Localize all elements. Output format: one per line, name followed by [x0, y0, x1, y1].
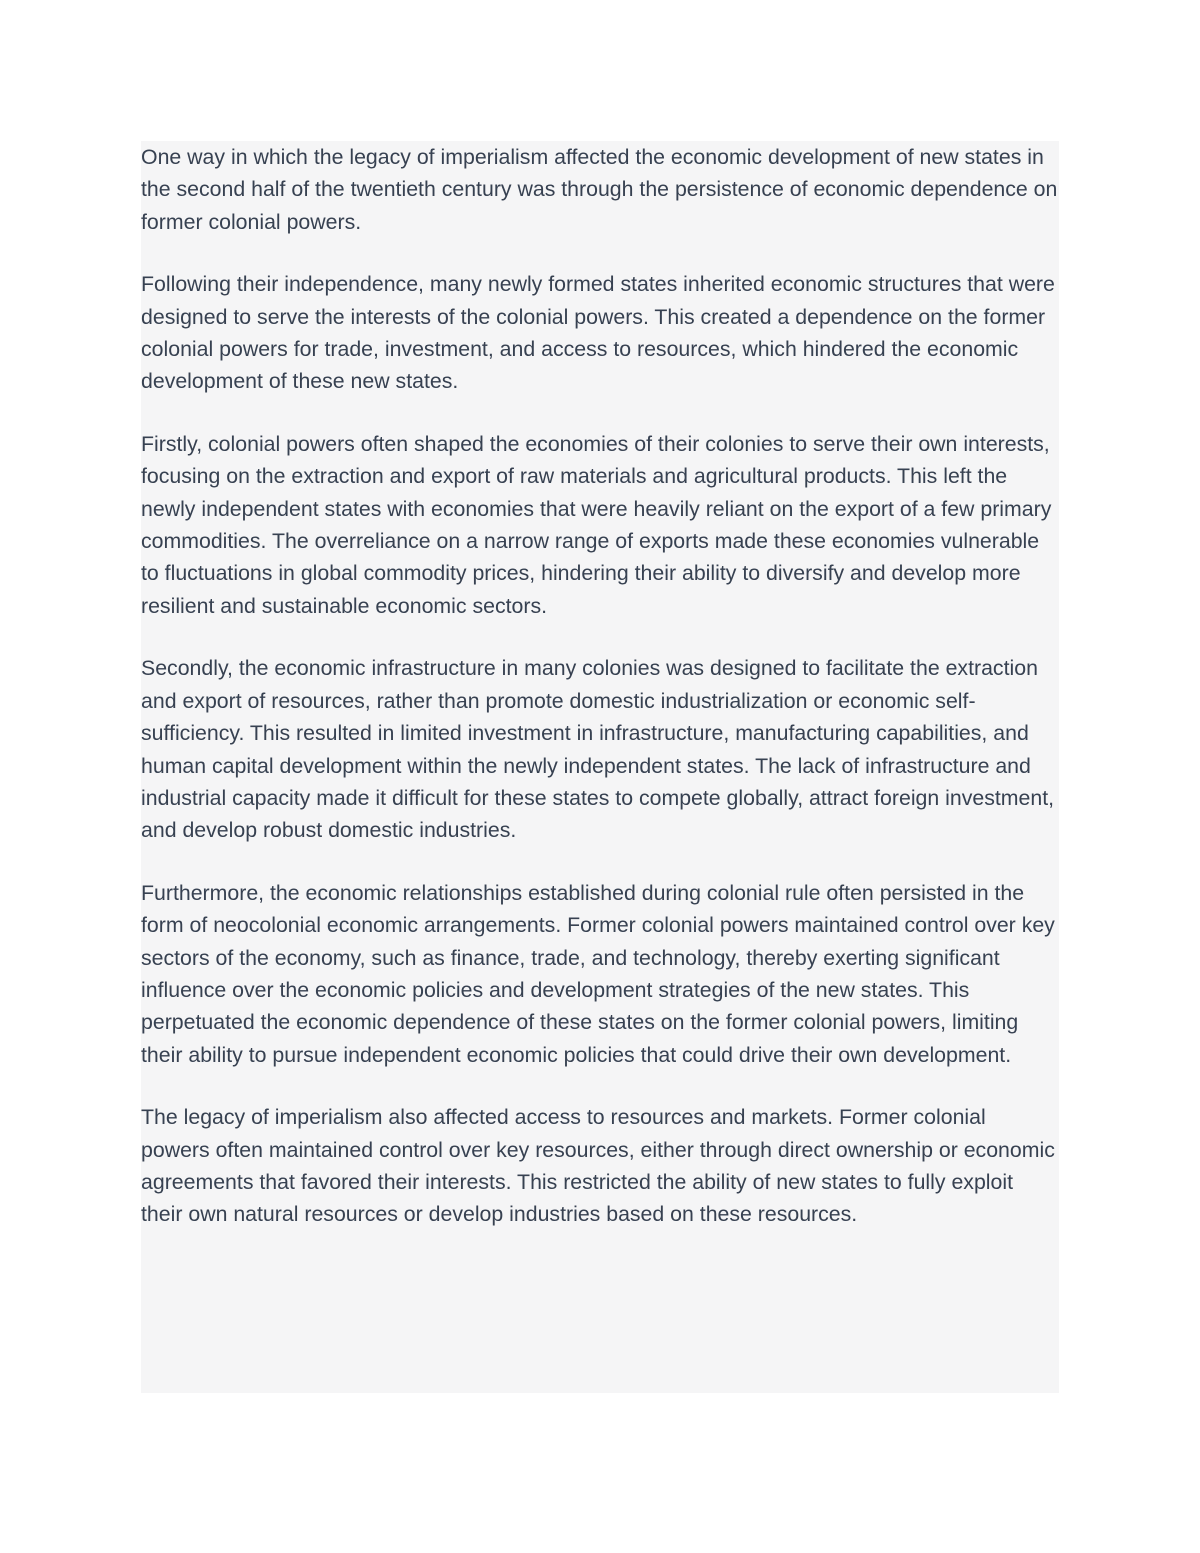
paragraph: Following their independence, many newly formed states inherited economic structures that were designed to serve the interests of the colonial powers. This created a dependence on the former colonial powers for trade, investment, and access to resources, which hindered the economic development of these new states. [141, 272, 1055, 394]
paragraph: Firstly, colonial powers often shaped the economies of their colonies to serve their own interests, focusing on the extraction and export of raw materials and agricultural products. This left the newly independent states with economies that were heavily reliant on the export of a few primary commodities. The overreliance on a narrow range of exports made these economies vulnerable to fluctuations in global commodity prices, hindering their ability to diversify and develop more resilient and sustainable economic sectors. [141, 431, 1052, 618]
paragraph: Furthermore, the economic relationships established during colonial rule often persisted in the form of neocolonial economic arrangements. Former colonial powers maintained control over key sectors of the economy, such as finance, trade, and technology, thereby exerting significant influence over the economic policies and development strategies of the new states. This perpetuated the economic dependence of these states on the former colonial powers, limiting their ability to pursue independent economic policies that could drive their own development. [141, 880, 1055, 1067]
paragraph: One way in which the legacy of imperialism affected the economic development of new states in the second half of the twentieth century was through the persistence of economic dependence on former colonial powers. [141, 145, 1058, 234]
paragraph: The legacy of imperialism also affected access to resources and markets. Former colonial powers often maintained control over key resources, either through direct ownership or economic agreements that favored their interests. This restricted the ability of new states to fully exploit their own natural resources or develop industries based on these resources. [141, 1105, 1055, 1227]
paragraph: Secondly, the economic infrastructure in many colonies was designed to facilitate the extraction and export of resources, rather than promote domestic industrialization or economic self-sufficiency. This resulted in limited investment in infrastructure, manufacturing capabilities, and human capital development within the newly independent states. The lack of infrastructure and industrial capacity made it difficult for these states to compete globally, attract foreign investment, and develop robust domestic industries. [141, 656, 1055, 843]
essay-text-block [141, 141, 1059, 1393]
